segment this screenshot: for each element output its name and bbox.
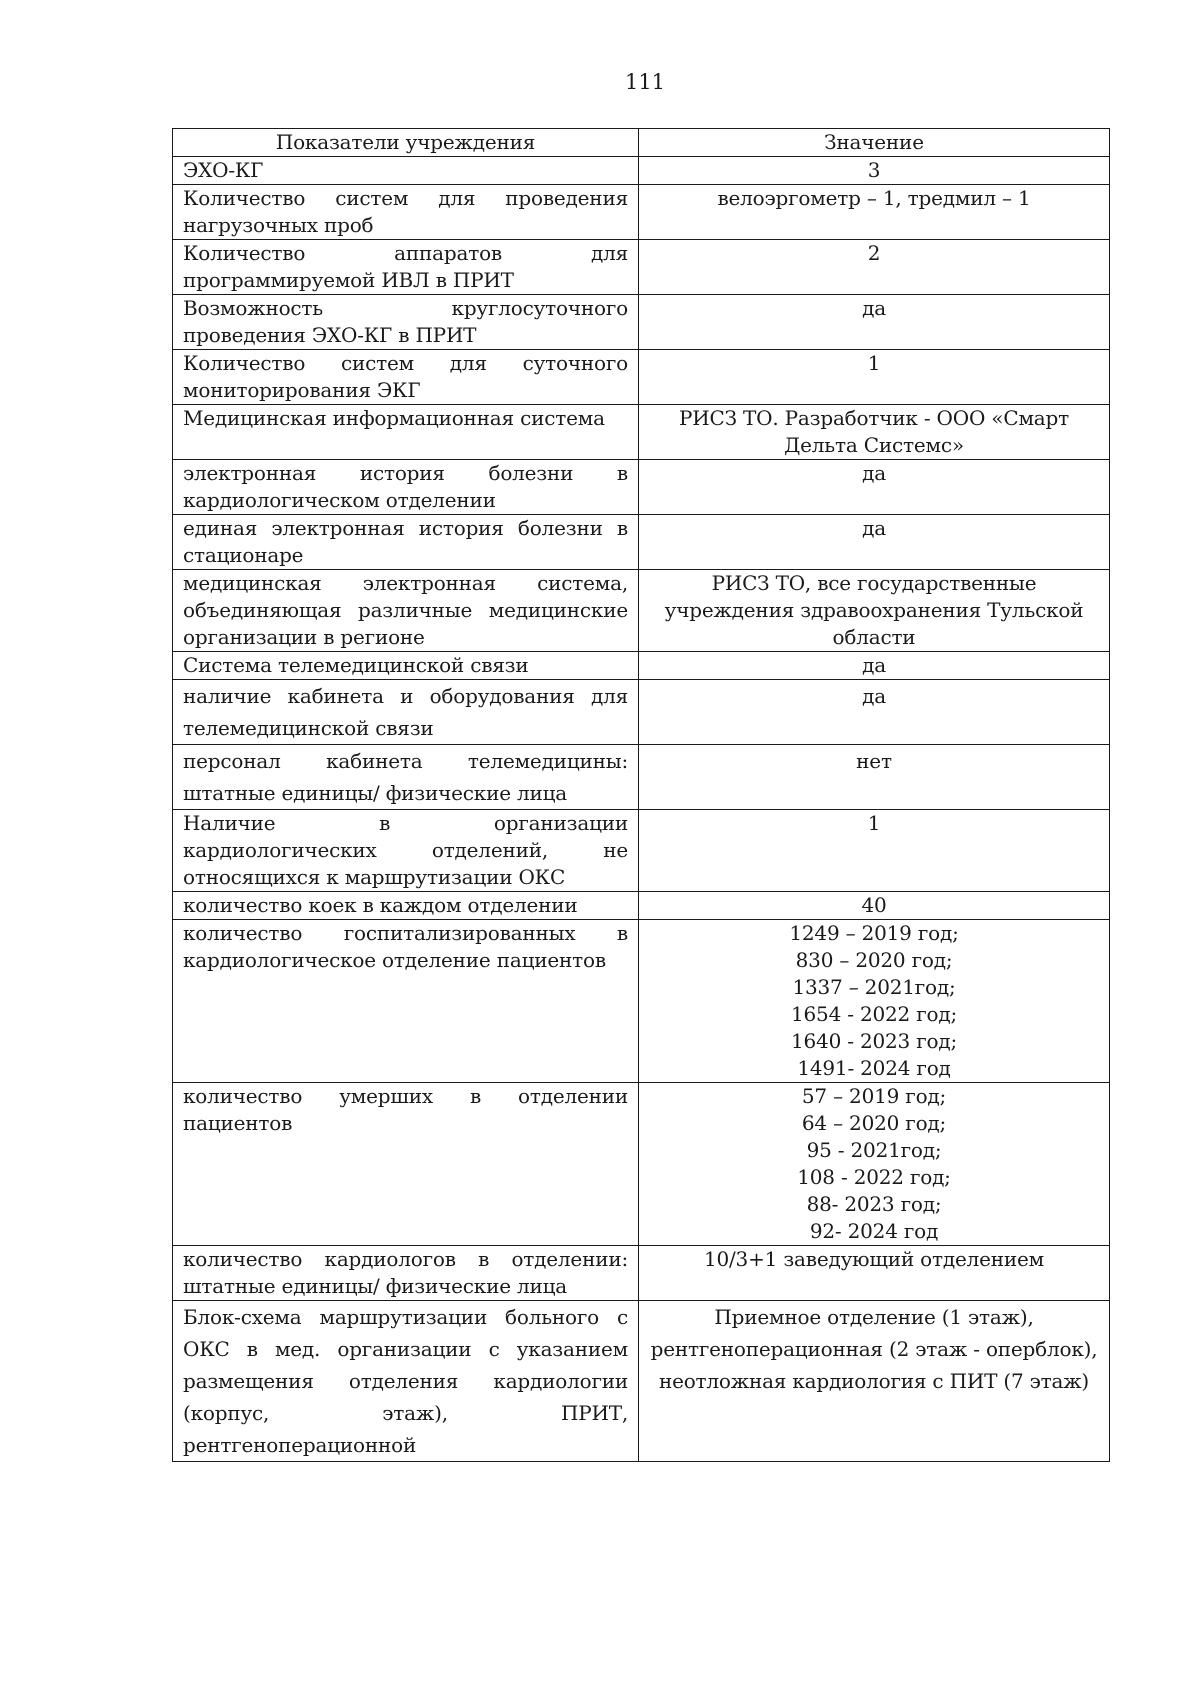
indicator-cell: Наличие в организации кардиологических отделений, не относящихся к маршрутизации ОКС [173, 810, 639, 892]
value-cell [639, 1246, 1110, 1301]
indicator-cell: Блок-схема маршрутизации больного с ОКС в мед. организации с указанием размещения отделения кардиологии (корпус, этаж), ПРИТ, рентгеноперационной [173, 1301, 639, 1462]
value-cell [639, 570, 1110, 652]
value-line: да [862, 296, 886, 320]
value-line: Дельта Системс» [784, 433, 964, 457]
value-cell [639, 460, 1110, 515]
value-line: 1249 – 2019 год; [789, 921, 959, 945]
value-cell [639, 157, 1110, 185]
indicator-cell: количество коек в каждом отделении [173, 892, 639, 920]
table-row [173, 680, 1110, 745]
indicator-cell: Система телемедицинской связи [173, 652, 639, 680]
indicator-cell: наличие кабинета и оборудования для телемедицинской связи [173, 680, 639, 745]
value-line: 1654 - 2022 год; [791, 1002, 957, 1026]
indicator-cell: персонал кабинета телемедицины: штатные единицы/ физические лица [173, 745, 639, 810]
value-cell [639, 810, 1110, 892]
table-row [173, 652, 1110, 680]
table-row [173, 810, 1110, 892]
value-line: РИСЗ ТО, все государственные [711, 571, 1037, 595]
value-line: 1640 - 2023 год; [791, 1029, 957, 1053]
value-cell [639, 892, 1110, 920]
value-cell [639, 652, 1110, 680]
value-cell [639, 920, 1110, 1083]
indicator-cell: Количество систем для суточного мониторирования ЭКГ [173, 350, 639, 405]
value-line: 40 [861, 893, 887, 917]
indicator-cell: ЭХО-КГ [173, 157, 639, 185]
value-line: да [862, 516, 886, 540]
value-cell [639, 350, 1110, 405]
value-line: 830 – 2020 год; [795, 948, 953, 972]
value-line: велоэргометр – 1, тредмил – 1 [717, 186, 1031, 210]
value-line: учреждения здравоохранения Тульской [664, 598, 1084, 622]
value-cell [639, 745, 1110, 810]
value-line: нет [856, 749, 892, 773]
header-value: Значение [639, 129, 1110, 157]
value-line: 2 [867, 241, 881, 265]
value-line: 88- 2023 год; [806, 1192, 942, 1216]
table-row [173, 240, 1110, 295]
header-indicators: Показатели учреждения [173, 129, 639, 157]
value-line: области [832, 625, 916, 649]
indicator-cell: медицинская электронная система, объединяющая различные медицинские организации в регионе [173, 570, 639, 652]
table-row [173, 405, 1110, 460]
value-line: 1491- 2024 год [797, 1056, 951, 1080]
indicator-cell: единая электронная история болезни в стационаре [173, 515, 639, 570]
value-cell [639, 1301, 1110, 1462]
table-row [173, 515, 1110, 570]
table-row [173, 1083, 1110, 1246]
value-cell [639, 1083, 1110, 1246]
value-line: 1 [867, 811, 881, 835]
value-cell [639, 295, 1110, 350]
value-line: 10/3+1 заведующий отделением [703, 1247, 1045, 1271]
table-row [173, 745, 1110, 810]
table-row [173, 570, 1110, 652]
table-row [173, 1301, 1110, 1462]
value-line: да [862, 684, 886, 708]
value-line: рентгеноперационная (2 этаж - оперблок), [650, 1337, 1098, 1361]
value-cell [639, 405, 1110, 460]
value-cell [639, 515, 1110, 570]
table-row [173, 920, 1110, 1083]
indicator-cell: Медицинская информационная система [173, 405, 639, 460]
table-row [173, 892, 1110, 920]
indicators-table [172, 128, 1110, 1462]
value-line: 57 – 2019 год; [801, 1084, 947, 1108]
value-cell [639, 240, 1110, 295]
table-header-row [173, 129, 1110, 157]
value-cell [639, 185, 1110, 240]
indicator-cell: Возможность круглосуточного проведения ЭХО-КГ в ПРИТ [173, 295, 639, 350]
indicator-cell: Количество систем для проведения нагрузочных проб [173, 185, 639, 240]
table-row [173, 460, 1110, 515]
value-line: 108 - 2022 год; [797, 1165, 951, 1189]
value-line: 95 - 2021год; [806, 1138, 942, 1162]
indicator-cell: электронная история болезни в кардиологическом отделении [173, 460, 639, 515]
value-line: да [862, 461, 886, 485]
indicator-cell: количество госпитализированных в кардиологическое отделение пациентов [173, 920, 639, 1083]
table-row [173, 1246, 1110, 1301]
table-row [173, 295, 1110, 350]
value-line: 1337 – 2021год; [792, 975, 956, 999]
value-line: 3 [867, 158, 881, 182]
page-number: 111 [624, 70, 666, 94]
table-row [173, 157, 1110, 185]
table-row [173, 185, 1110, 240]
value-line: 64 – 2020 год; [801, 1111, 947, 1135]
table-row [173, 350, 1110, 405]
value-line: неотложная кардиология с ПИТ (7 этаж) [658, 1369, 1090, 1393]
indicator-cell: количество умерших в отделении пациентов [173, 1083, 639, 1246]
value-line: Приемное отделение (1 этаж), [714, 1305, 1034, 1329]
value-line: 92- 2024 год [809, 1219, 939, 1243]
value-line: РИСЗ ТО. Разработчик - ООО «Смарт [679, 406, 1069, 430]
indicator-cell: Количество аппаратов для программируемой ИВЛ в ПРИТ [173, 240, 639, 295]
value-line: да [862, 653, 886, 677]
value-line: 1 [867, 351, 881, 375]
indicator-cell: количество кардиологов в отделении: штатные единицы/ физические лица [173, 1246, 639, 1301]
value-cell [639, 680, 1110, 745]
